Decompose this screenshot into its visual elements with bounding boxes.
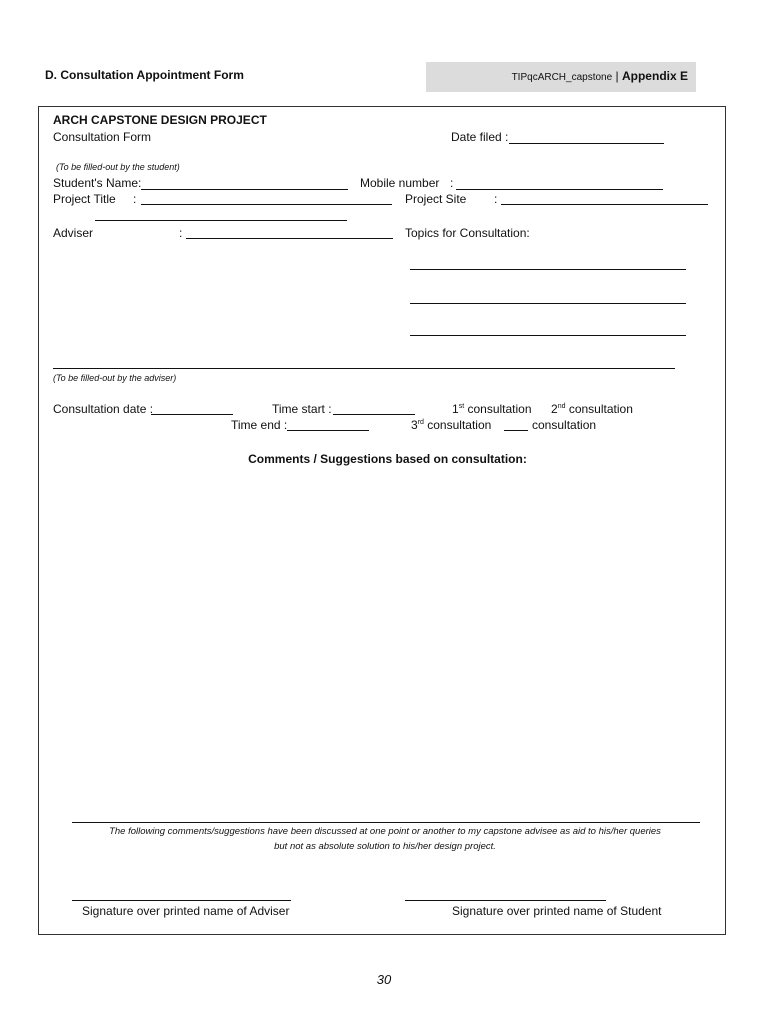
date-filed-label: Date filed : bbox=[451, 130, 509, 144]
adviser-field[interactable] bbox=[186, 238, 393, 239]
topics-label: Topics for Consultation: bbox=[405, 226, 530, 240]
adviser-note: (To be filled-out by the adviser) bbox=[53, 373, 177, 383]
form-title: ARCH CAPSTONE DESIGN PROJECT bbox=[53, 113, 267, 127]
project-site-colon: : bbox=[494, 192, 498, 206]
second-consultation-option[interactable] bbox=[551, 402, 633, 416]
first-sup: st bbox=[458, 403, 465, 410]
disclaimer-line-2: but not as absolute solution to his/her design project. bbox=[274, 841, 496, 852]
time-start-label: Time start : bbox=[272, 402, 332, 416]
third-consultation-option[interactable] bbox=[411, 418, 491, 432]
first-text: consultation bbox=[464, 402, 532, 416]
topic-line-1[interactable] bbox=[410, 269, 686, 270]
page-number: 30 bbox=[376, 972, 392, 987]
other-consultation-label: consultation bbox=[532, 418, 597, 432]
appendix-prefix: TIPqcARCH_capstone bbox=[511, 72, 613, 83]
adviser-signature-label: Signature over printed name of Adviser bbox=[82, 904, 290, 918]
adviser-colon: : bbox=[179, 226, 183, 240]
project-site-field[interactable] bbox=[501, 204, 708, 205]
project-title-field[interactable] bbox=[141, 204, 392, 205]
disclaimer-line-1: The following comments/suggestions have been discussed at one point or another to my capstone advisee as aid to his/her queries bbox=[109, 826, 661, 837]
comments-bottom-line bbox=[72, 822, 700, 823]
first-num: 1 bbox=[452, 402, 459, 416]
date-filed-field[interactable] bbox=[509, 143, 664, 144]
appendix-separator: | bbox=[612, 69, 622, 83]
consultation-date-label: Consultation date : bbox=[53, 402, 154, 416]
project-title-colon: : bbox=[133, 192, 137, 206]
first-consultation-option[interactable] bbox=[452, 402, 532, 416]
students-name-field[interactable] bbox=[141, 189, 348, 190]
topic-line-3[interactable] bbox=[410, 335, 686, 336]
students-name-label: Student's Name: bbox=[53, 176, 142, 190]
second-sup: nd bbox=[557, 403, 566, 410]
time-start-field[interactable] bbox=[333, 414, 415, 415]
second-num: 2 bbox=[551, 402, 558, 416]
form-subtitle: Consultation Form bbox=[53, 130, 152, 144]
appendix-box bbox=[426, 62, 696, 92]
time-end-label: Time end : bbox=[231, 418, 288, 432]
section-divider bbox=[53, 368, 675, 369]
appendix-title: Appendix E bbox=[621, 69, 688, 83]
adviser-label: Adviser bbox=[53, 226, 94, 240]
other-consultation-field[interactable] bbox=[504, 430, 528, 431]
third-num: 3 bbox=[411, 418, 418, 432]
time-end-field[interactable] bbox=[287, 430, 369, 431]
third-text: consultation bbox=[423, 418, 492, 432]
section-title: D. Consultation Appointment Form bbox=[45, 68, 244, 82]
project-site-label: Project Site bbox=[405, 192, 467, 206]
topic-line-2[interactable] bbox=[410, 303, 686, 304]
project-title-field-line2[interactable] bbox=[95, 220, 347, 221]
third-sup: rd bbox=[417, 419, 424, 426]
project-title-label: Project Title bbox=[53, 192, 116, 206]
appendix-label bbox=[512, 69, 688, 83]
mobile-number-field[interactable] bbox=[456, 189, 663, 190]
adviser-signature-line[interactable] bbox=[72, 900, 291, 901]
consultation-date-field[interactable] bbox=[151, 414, 233, 415]
second-text: consultation bbox=[565, 402, 633, 416]
mobile-number-label: Mobile number bbox=[360, 176, 440, 190]
student-note: (To be filled-out by the student) bbox=[56, 162, 180, 172]
comments-area[interactable] bbox=[53, 470, 713, 815]
comments-heading: Comments / Suggestions based on consultation: bbox=[248, 452, 527, 466]
student-signature-line[interactable] bbox=[405, 900, 606, 901]
mobile-colon: : bbox=[450, 176, 454, 190]
student-signature-label: Signature over printed name of Student bbox=[452, 904, 662, 918]
